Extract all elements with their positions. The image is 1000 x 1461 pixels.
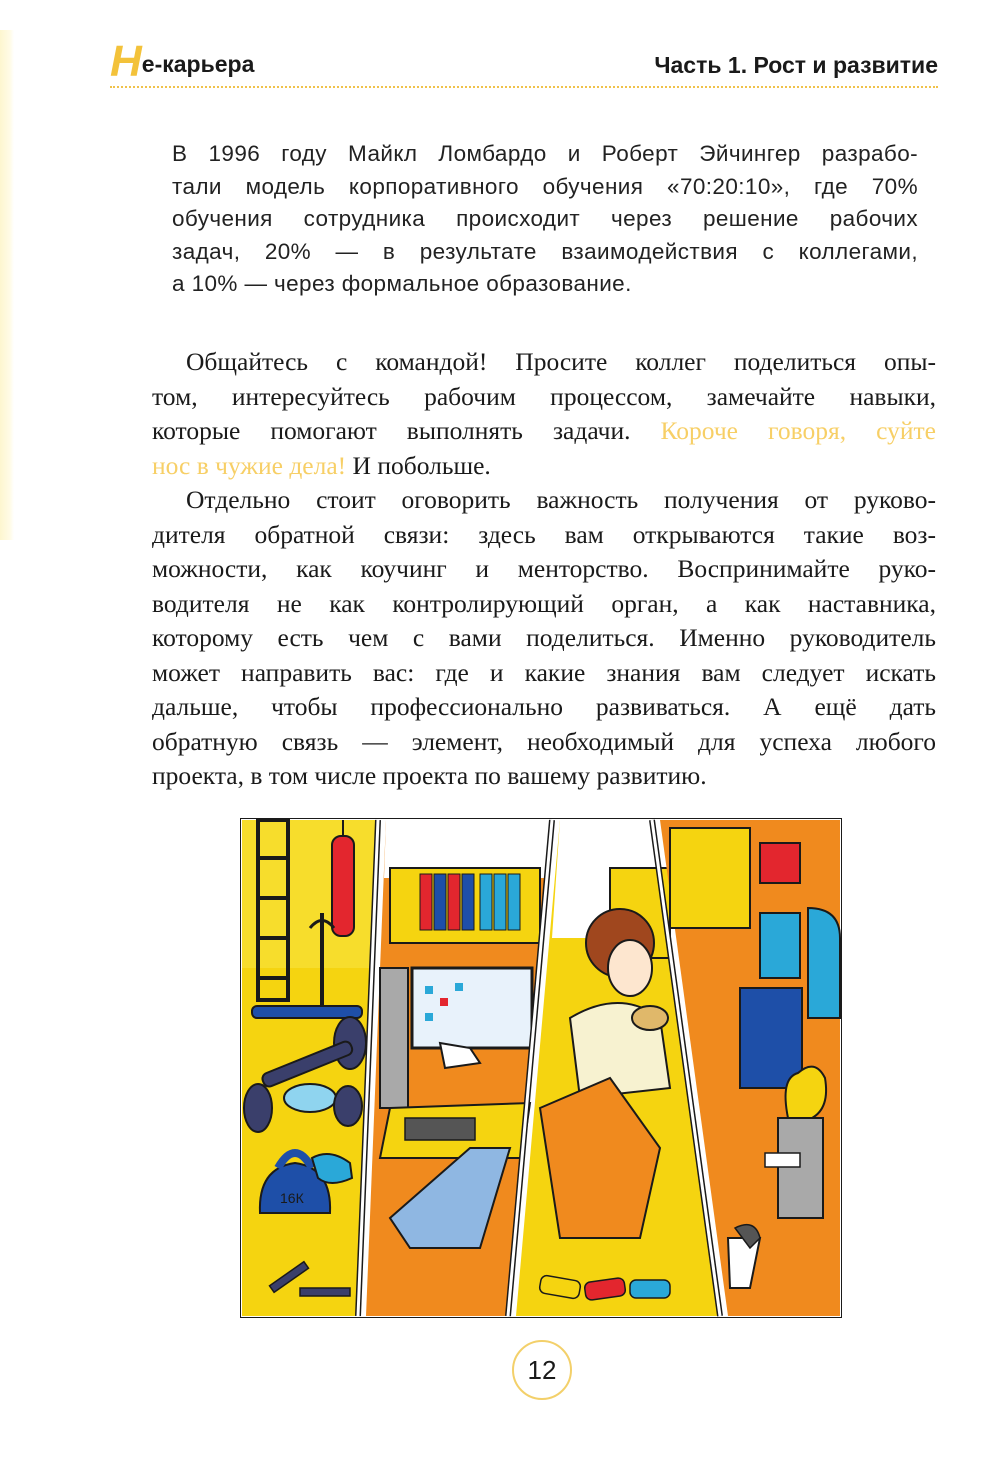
body-line: проекта, в том числе проекта по вашему развитию. — [152, 761, 707, 790]
book-brand — [110, 38, 254, 86]
header-dotted-rule — [110, 86, 938, 88]
body-line: дителя обратной связи: здесь вам открываются такие воз- — [152, 519, 936, 549]
painting — [670, 828, 750, 928]
body-line: можности, как коучинг и менторство. Воспринимайте руко- — [152, 554, 936, 583]
painting — [740, 988, 802, 1088]
body-line-text: которые помогают выполнять задачи. — [152, 416, 661, 445]
body-line: Общайтесь с командой! Просите коллег поделиться опы- — [186, 347, 936, 376]
sidebar-line: задач, 20% — в результате взаимодействия с коллегами, — [172, 238, 918, 264]
sidebar-line: а 10% — через формальное образование. — [172, 271, 632, 296]
paint-tube — [630, 1280, 670, 1298]
body-line: которому есть чем с вами поделиться. Именно руководитель — [152, 623, 936, 652]
painting — [760, 843, 800, 883]
sidebar-note — [172, 138, 918, 301]
pedestal — [778, 1118, 823, 1218]
sidebar-line: тали модель корпоративного обучения «70:20:10», где 70% — [172, 173, 918, 199]
body-line: водителя не как контролирующий орган, а как наставника, — [152, 588, 936, 618]
label-card — [765, 1153, 800, 1167]
punching-bag — [332, 836, 354, 936]
dumbbell — [300, 1288, 350, 1296]
painting — [760, 913, 800, 978]
paragraph-1 — [152, 345, 936, 483]
page-number: 12 — [512, 1340, 572, 1400]
body-line: Отдельно стоит оговорить важность получения от руково- — [186, 485, 936, 514]
body-line-text: И побольше. — [346, 450, 491, 480]
page-edge-shadow — [0, 30, 14, 540]
face — [608, 940, 652, 996]
palette — [632, 1006, 668, 1030]
body-line: может направить вас: где и какие знания вам следует искать — [152, 657, 936, 687]
highlighted-phrase: Короче говоря, суйте — [660, 416, 936, 445]
running-header — [110, 38, 938, 88]
barbell — [252, 1006, 362, 1018]
body-line: дальше, чтобы профессионально развиваться. А ещё дать — [152, 692, 936, 721]
sidebar-line: обучения сотрудника происходит через решение рабочих — [172, 206, 918, 231]
section-title: Часть 1. Рост и развитие — [654, 52, 938, 78]
body-line: том, интересуйтесь рабочим процессом, замечайте навыки, — [152, 381, 936, 411]
brand-initial-letter: Н — [110, 37, 142, 86]
kettlebell-label: 16К — [280, 1190, 304, 1206]
body-line — [152, 414, 936, 449]
computer-tower — [380, 968, 408, 1108]
monitor — [412, 968, 532, 1048]
body-text — [152, 345, 936, 794]
sidebar-line: В 1996 году Майкл Ломбардо и Роберт Эйчингер разрабо- — [172, 141, 918, 166]
body-line: обратную связь — элемент, необходимый для успеха любого — [152, 726, 936, 756]
keyboard — [405, 1118, 475, 1140]
gym-panel — [242, 820, 378, 1316]
body-line — [152, 449, 936, 484]
brand-name: е-карьера — [141, 51, 255, 77]
paragraph-2 — [152, 483, 936, 794]
comic-illustration — [240, 818, 842, 1318]
highlighted-phrase: нос в чужие дела! — [152, 450, 347, 480]
